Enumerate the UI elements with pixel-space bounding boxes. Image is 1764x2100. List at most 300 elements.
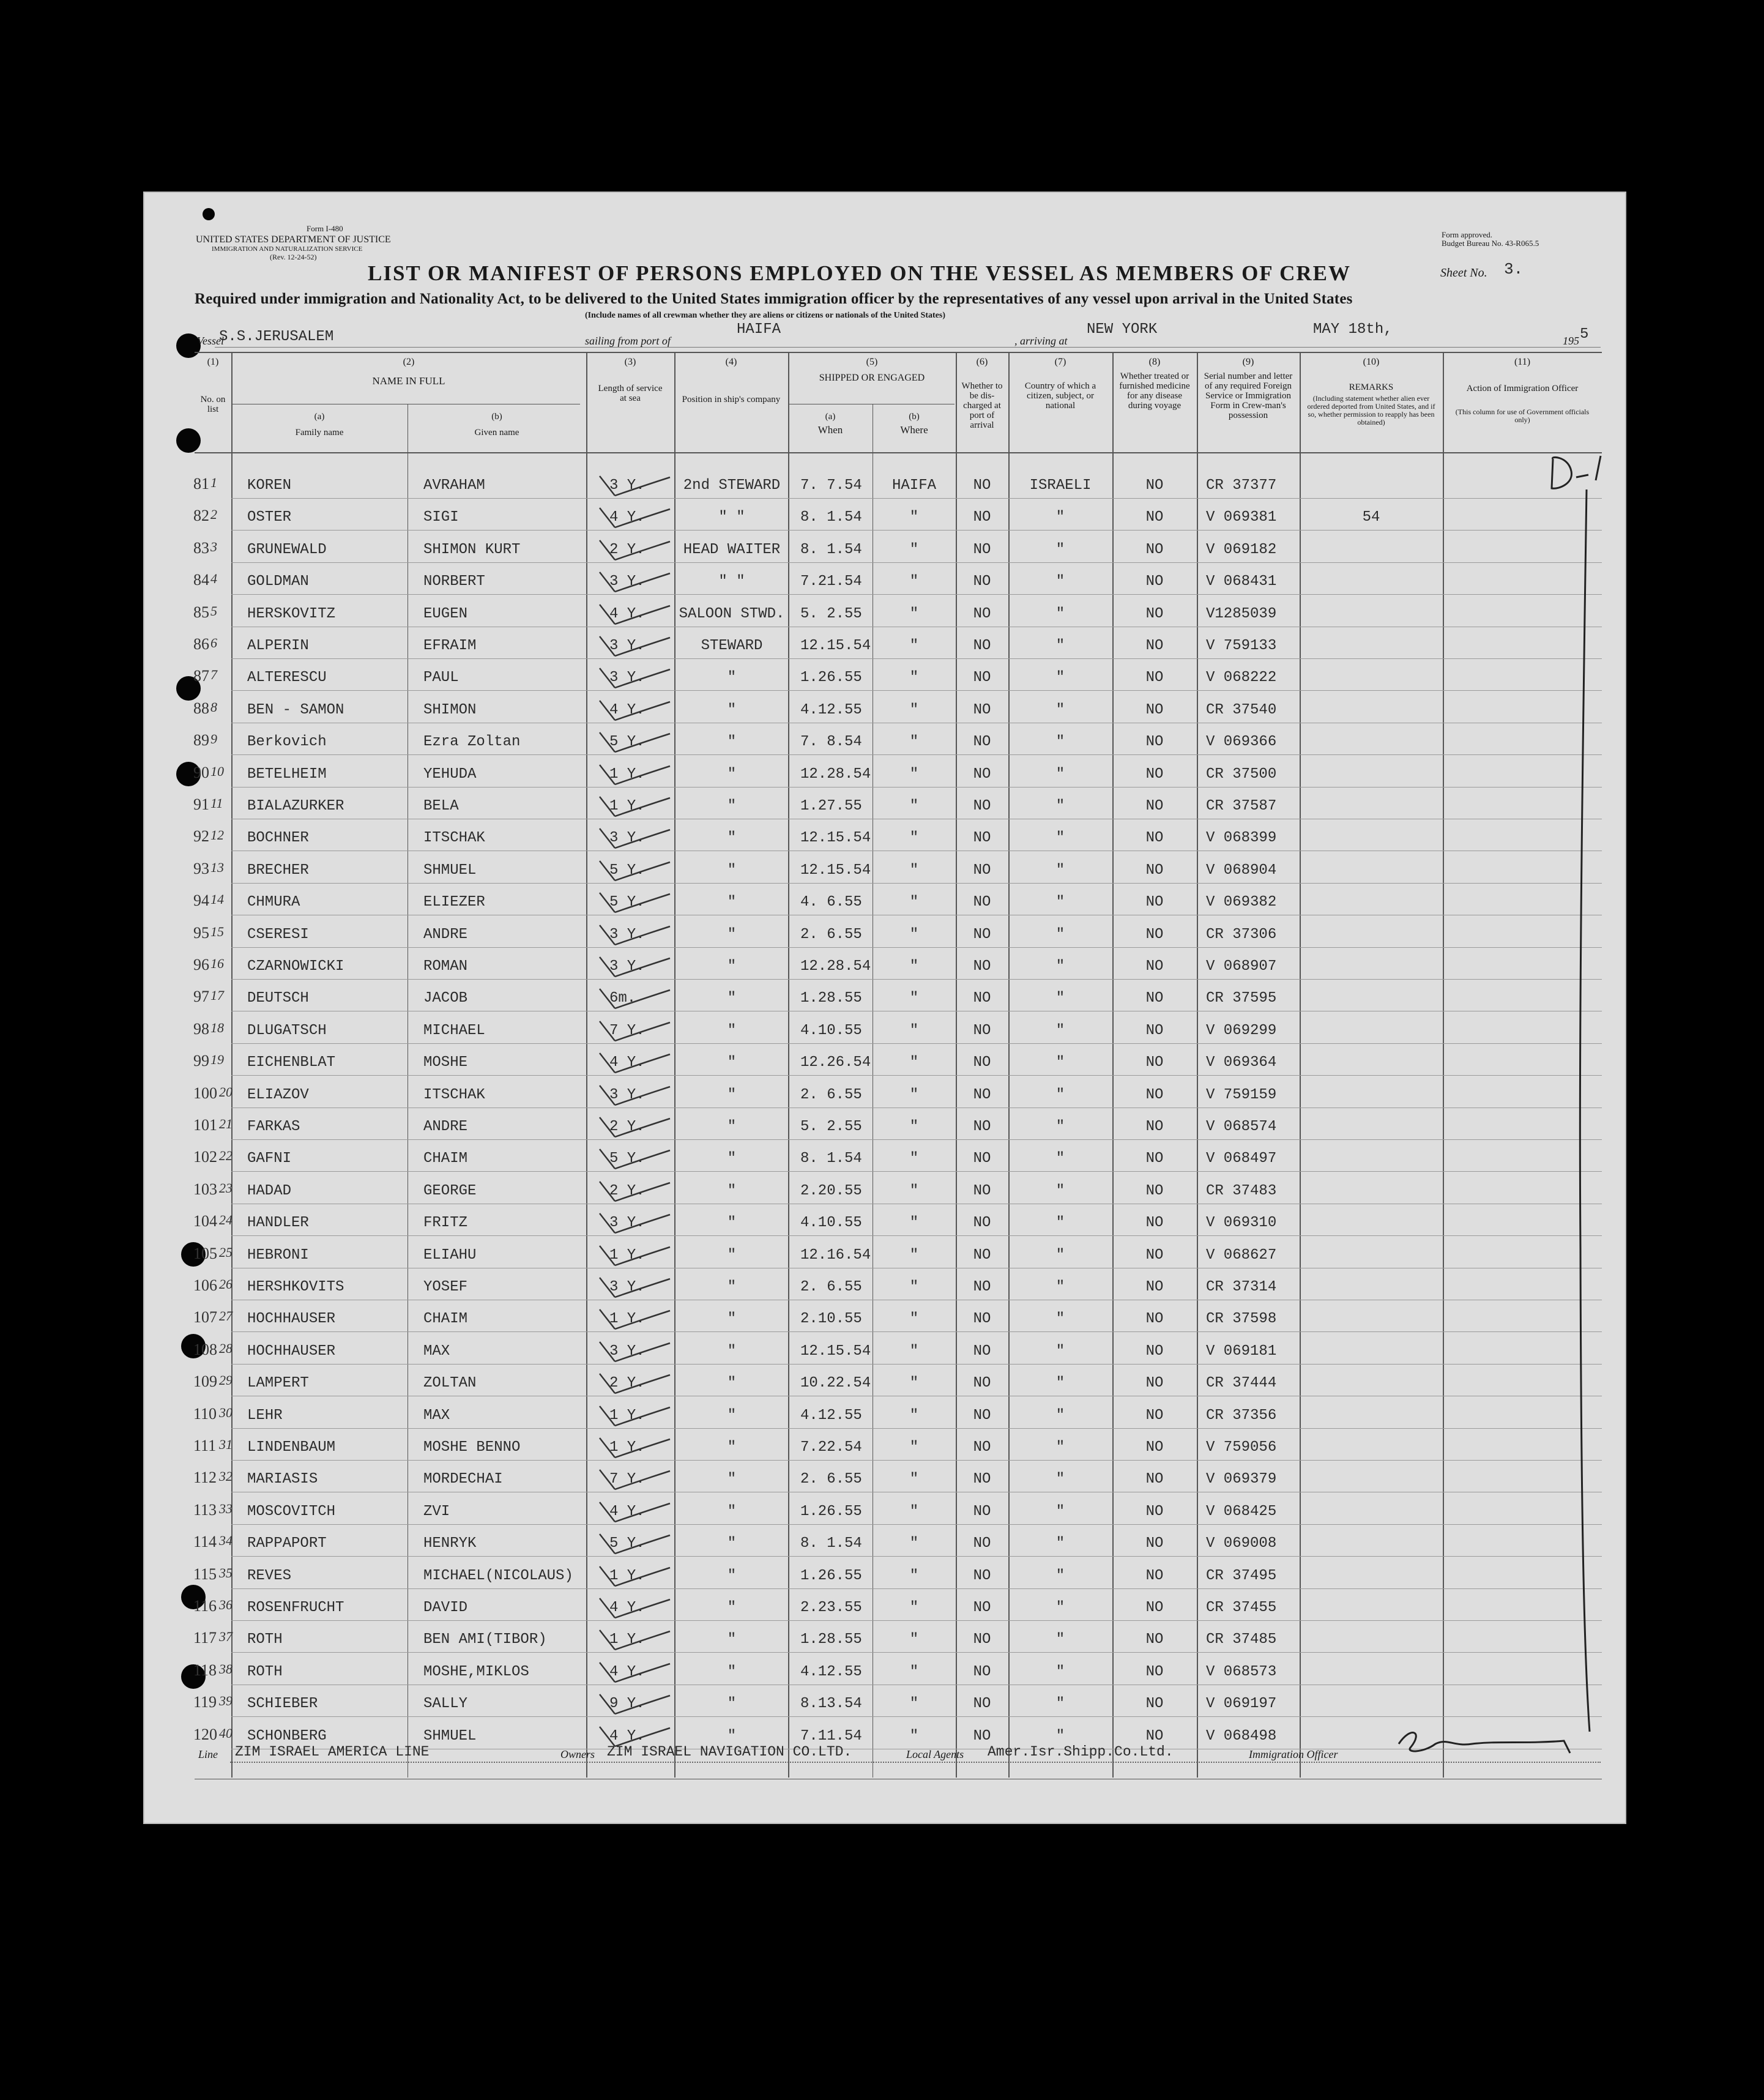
cell-family: HEBRONI (247, 1246, 309, 1264)
check-slash-mark (587, 534, 673, 565)
cell-where: " (909, 1342, 919, 1360)
cell-serial: V 759133 (1206, 638, 1277, 654)
cell-disch: NO (973, 1439, 991, 1456)
cell-disch: NO (973, 477, 991, 494)
row-subnumber: 9 (210, 731, 217, 747)
row-subnumber: 36 (219, 1597, 233, 1612)
cell-where: " (909, 926, 919, 943)
col-divider (1300, 352, 1301, 1778)
row-number: 83 (193, 538, 209, 557)
cell-treated: NO (1145, 1054, 1164, 1071)
cell-disch: NO (973, 1311, 991, 1328)
cell-country: ISRAELI (1029, 477, 1092, 494)
cell-given: ITSCHAK (423, 830, 485, 847)
row-number: 96 (193, 956, 209, 974)
cell-pos: " (727, 1727, 737, 1744)
cell-serial: CR 37540 (1206, 701, 1277, 718)
cell-country: " (1055, 573, 1065, 590)
check-slash-mark (587, 1464, 673, 1494)
row-subnumber: 1 (210, 475, 217, 490)
row-number: 100 (193, 1084, 217, 1102)
row-subnumber: 34 (219, 1533, 233, 1549)
cell-when: 12.16.54 (800, 1246, 871, 1264)
length-of-service: 3 Y. (609, 638, 645, 654)
cell-given: Ezra Zoltan (423, 734, 521, 751)
row-number: 92 (193, 827, 209, 846)
row-number: 98 (193, 1019, 209, 1038)
cell-where: " (909, 958, 919, 975)
cell-serial: CR 37377 (1206, 477, 1277, 494)
row-rule (231, 1331, 1602, 1332)
cell-treated: NO (1145, 573, 1164, 590)
check-slash-mark (587, 822, 673, 853)
cell-treated: NO (1145, 605, 1164, 622)
header-when-a: (a) (825, 412, 836, 422)
cell-given: MOSHE (423, 1054, 468, 1071)
form-approved: Form approved. (1442, 230, 1493, 239)
agents-value: Amer.Isr.Shipp.Co.Ltd. (988, 1744, 1174, 1760)
cell-when: 1.26.55 (800, 1503, 862, 1520)
row-number: 97 (193, 988, 209, 1006)
cell-pos: HEAD WAITER (683, 541, 781, 558)
row-number: 101 (193, 1116, 217, 1134)
check-slash-mark (587, 1240, 673, 1270)
row-number: 93 (193, 859, 209, 877)
cell-disch: NO (973, 541, 991, 558)
cell-pos: " (727, 958, 737, 975)
cell-treated: NO (1145, 862, 1164, 879)
length-of-service: 7 Y. (609, 1022, 645, 1039)
cell-pos: " (727, 1311, 737, 1328)
cell-pos: " (727, 1439, 737, 1456)
cell-family: Berkovich (247, 734, 327, 751)
row-number: 107 (193, 1308, 217, 1327)
length-of-service: 4 Y. (609, 509, 645, 526)
row-number: 113 (193, 1500, 217, 1519)
cell-given: SIGI (423, 509, 459, 526)
cell-family: MOSCOVITCH (247, 1503, 336, 1520)
row-number: 88 (193, 699, 209, 717)
row-number: 112 (193, 1469, 217, 1487)
cell-disch: NO (973, 1663, 991, 1680)
row-number: 81 (193, 475, 209, 493)
cell-serial: CR 37455 (1206, 1599, 1277, 1616)
check-slash-mark (587, 1303, 673, 1334)
cell-treated: NO (1145, 990, 1164, 1007)
cell-treated: NO (1145, 765, 1164, 783)
length-of-service: 1 Y. (609, 1311, 645, 1328)
header-bottom-rule (195, 452, 1602, 453)
col-number: (1) (207, 357, 219, 367)
row-number: 109 (193, 1372, 217, 1391)
cell-disch: NO (973, 1086, 991, 1103)
cell-treated: NO (1145, 958, 1164, 975)
cell-given: JACOB (423, 990, 468, 1007)
cell-treated: NO (1145, 541, 1164, 558)
cell-serial: CR 37444 (1206, 1375, 1277, 1392)
footer-dotted (230, 1762, 1601, 1763)
cell-treated: NO (1145, 1311, 1164, 1328)
row-subnumber: 22 (219, 1148, 233, 1164)
cell-serial: V1285039 (1206, 605, 1277, 622)
row-subnumber: 18 (210, 1019, 224, 1035)
cell-treated: NO (1145, 734, 1164, 751)
cell-when: 4. 6.55 (800, 894, 862, 911)
cell-treated: NO (1145, 1439, 1164, 1456)
cell-where: " (909, 1311, 919, 1328)
cell-treated: NO (1145, 1567, 1164, 1584)
cell-serial: V 068497 (1206, 1150, 1277, 1167)
row-subnumber: 20 (219, 1084, 233, 1100)
cell-pos: " (727, 1567, 737, 1584)
row-rule (231, 498, 1602, 499)
port-name: HAIFA (737, 321, 781, 338)
cell-pos: " (727, 1279, 737, 1295)
cell-where: " (909, 798, 919, 814)
cell-when: 2. 6.55 (800, 1086, 862, 1103)
row-subnumber: 32 (219, 1469, 233, 1484)
check-slash-mark (587, 983, 673, 1013)
cell-treated: NO (1145, 1150, 1164, 1167)
cell-pos: " (727, 669, 737, 687)
cell-given: SHIMON KURT (423, 541, 521, 558)
page-subtitle: Required under immigration and Nationality Act, to be delivered to the United States immigration officer by the representatives of any vessel upon arrival in the United States (195, 291, 1353, 307)
vessel-underline (215, 347, 1601, 348)
cell-country: " (1055, 958, 1065, 975)
cell-family: EICHENBLAT (247, 1054, 336, 1071)
arrival-date: MAY 18th, (1313, 321, 1393, 338)
cell-pos: " (727, 1696, 737, 1713)
cell-given: BEN AMI(TIBOR) (423, 1631, 547, 1648)
cell-treated: NO (1145, 1375, 1164, 1392)
length-of-service: 4 Y. (609, 1599, 645, 1616)
cell-serial: CR 37485 (1206, 1631, 1277, 1648)
cell-family: KOREN (247, 477, 292, 494)
cell-where: " (909, 1119, 919, 1135)
cell-when: 8. 1.54 (800, 1150, 862, 1167)
cell-pos: " (727, 1150, 737, 1167)
cell-country: " (1055, 734, 1065, 751)
header-given-name: Given name (474, 428, 519, 438)
row-subnumber: 24 (219, 1212, 233, 1228)
check-slash-mark (587, 1432, 673, 1462)
length-of-service: 3 Y. (609, 1342, 645, 1360)
row-number: 120 (193, 1725, 217, 1743)
cell-country: " (1055, 1631, 1065, 1648)
cell-country: " (1055, 1054, 1065, 1071)
cell-given: ELIEZER (423, 894, 485, 911)
cell-where: " (909, 1086, 919, 1103)
cell-where: " (909, 830, 919, 847)
cell-country: " (1055, 1567, 1065, 1584)
cell-where: " (909, 1150, 919, 1167)
row-subnumber: 8 (210, 699, 217, 715)
cell-when: 1.26.55 (800, 1567, 862, 1584)
check-slash-mark (587, 566, 673, 597)
cell-country: " (1055, 798, 1065, 814)
cell-pos: " (727, 1407, 737, 1424)
cell-country: " (1055, 1086, 1065, 1103)
cell-where: " (909, 1022, 919, 1039)
line-value: ZIM ISRAEL AMERICA LINE (235, 1744, 430, 1760)
row-subnumber: 28 (219, 1340, 233, 1356)
cell-serial: V 069182 (1206, 541, 1277, 558)
cell-given: MICHAEL(NICOLAUS) (423, 1567, 573, 1584)
cell-treated: NO (1145, 1599, 1164, 1616)
cell-where: " (909, 1182, 919, 1199)
cell-where: " (909, 862, 919, 879)
cell-where: " (909, 573, 919, 590)
manifest-sheet (144, 193, 1625, 1823)
cell-serial: V 068431 (1206, 573, 1277, 590)
cell-when: 10.22.54 (800, 1375, 871, 1392)
arriving-label: , arriving at (1014, 335, 1068, 347)
line-label: Line (198, 1748, 218, 1760)
vessel-name: S.S.JERUSALEM (219, 329, 334, 345)
length-of-service: 1 Y. (609, 1246, 645, 1264)
cell-serial: V 069299 (1206, 1022, 1277, 1039)
cell-given: ZVI (423, 1503, 450, 1520)
cell-given: ANDRE (423, 926, 468, 943)
cell-disch: NO (973, 1696, 991, 1713)
length-of-service: 5 Y. (609, 1150, 645, 1167)
cell-serial: V 759056 (1206, 1439, 1277, 1456)
header-discharged: Whether to be dis-charged at port of arrival (961, 381, 1003, 430)
cell-when: 2.20.55 (800, 1182, 862, 1199)
cell-disch: NO (973, 1471, 991, 1488)
cell-where: " (909, 1663, 919, 1680)
row-subnumber: 11 (210, 795, 223, 811)
cell-serial: CR 37595 (1206, 990, 1277, 1007)
row-number: 118 (193, 1661, 217, 1679)
cell-pos: " (727, 990, 737, 1007)
cell-disch: NO (973, 734, 991, 751)
cell-where: " (909, 1407, 919, 1424)
cell-disch: NO (973, 830, 991, 847)
row-number: 115 (193, 1565, 217, 1583)
row-number: 116 (193, 1597, 217, 1615)
year-suffix: 5 (1580, 326, 1589, 343)
sheet-number: 3. (1504, 260, 1524, 278)
cell-when: 2. 6.55 (800, 1279, 862, 1295)
cell-pos: " (727, 765, 737, 783)
length-of-service: 1 Y. (609, 1567, 645, 1584)
cell-treated: NO (1145, 1535, 1164, 1552)
cell-serial: V 068904 (1206, 862, 1277, 879)
cell-disch: NO (973, 573, 991, 590)
row-rule (231, 1075, 1602, 1076)
cell-given: YOSEF (423, 1279, 468, 1295)
row-rule (231, 754, 1602, 755)
col-number: (6) (976, 357, 988, 367)
check-slash-mark (587, 1560, 673, 1591)
check-slash-mark (587, 1175, 673, 1206)
row-number: 82 (193, 507, 209, 525)
cell-where: " (909, 734, 919, 751)
cell-where: " (909, 990, 919, 1007)
budget-bureau: Budget Bureau No. 43-R065.5 (1442, 239, 1539, 248)
cell-treated: NO (1145, 1086, 1164, 1103)
cell-family: CZARNOWICKI (247, 958, 344, 975)
cell-given: CHAIM (423, 1311, 468, 1328)
cell-pos: " (727, 701, 737, 718)
length-of-service: 4 Y. (609, 701, 645, 718)
cell-pos: " (727, 798, 737, 814)
col-number: (8) (1148, 357, 1161, 367)
row-rule (231, 1428, 1602, 1429)
row-number: 95 (193, 923, 209, 942)
cell-pos: " (727, 1631, 737, 1648)
cell-serial: V 068425 (1206, 1503, 1277, 1520)
cell-treated: NO (1145, 1342, 1164, 1360)
cell-when: 2.23.55 (800, 1599, 862, 1616)
cell-country: " (1055, 1696, 1065, 1713)
cell-treated: NO (1145, 638, 1164, 654)
cell-given: GEORGE (423, 1182, 477, 1199)
owners-value: ZIM ISRAEL NAVIGATION CO.LTD. (607, 1744, 852, 1760)
cell-country: " (1055, 1022, 1065, 1039)
officer-signature (1386, 1719, 1582, 1768)
cell-treated: NO (1145, 1471, 1164, 1488)
col-divider (231, 352, 233, 1778)
check-slash-mark (587, 1047, 673, 1078)
cell-pos: " (727, 1663, 737, 1680)
cell-country: " (1055, 509, 1065, 526)
cell-family: ELIAZOV (247, 1086, 309, 1103)
header-position: Position in ship's company (682, 395, 781, 404)
row-rule (231, 1588, 1602, 1589)
row-rule (231, 594, 1602, 595)
cell-treated: NO (1145, 1631, 1164, 1648)
cell-disch: NO (973, 1375, 991, 1392)
header-name-in-full: NAME IN FULL (372, 375, 445, 387)
cell-treated: NO (1145, 1503, 1164, 1520)
action-mark-drawing (1443, 453, 1602, 1799)
cell-given: SHMUEL (423, 862, 477, 879)
check-slash-mark (587, 951, 673, 981)
row-rule (231, 1524, 1602, 1525)
cell-serial: V 069181 (1206, 1342, 1277, 1360)
vessel-label: Vessel (197, 335, 224, 347)
cell-given: MAX (423, 1342, 450, 1360)
cell-given: YEHUDA (423, 765, 477, 783)
col-number: (5) (866, 357, 878, 367)
row-rule (231, 1620, 1602, 1621)
cell-disch: NO (973, 765, 991, 783)
cell-pos: " (727, 1086, 737, 1103)
col-number: (10) (1363, 357, 1380, 367)
cell-country: " (1055, 990, 1065, 1007)
cell-given: PAUL (423, 669, 459, 687)
cell-given: DAVID (423, 1599, 468, 1616)
row-subnumber: 25 (219, 1244, 233, 1260)
cell-where: " (909, 1471, 919, 1488)
cell-family: GOLDMAN (247, 573, 309, 590)
cell-where: " (909, 605, 919, 622)
header-remarks: REMARKS (1349, 382, 1394, 392)
cell-pos: " (727, 734, 737, 751)
cell-when: 4.10.55 (800, 1215, 862, 1232)
col-number: (3) (624, 357, 636, 367)
length-of-service: 4 Y. (609, 1663, 645, 1680)
cell-pos: " (727, 1375, 737, 1392)
cell-when: 1.26.55 (800, 669, 862, 687)
cell-family: BIALAZURKER (247, 798, 344, 814)
cell-pos: " " (718, 509, 745, 526)
cell-pos: " (727, 1471, 737, 1488)
row-number: 114 (193, 1533, 217, 1551)
cell-treated: NO (1145, 509, 1164, 526)
cell-serial: V 069197 (1206, 1696, 1277, 1713)
cell-disch: NO (973, 669, 991, 687)
header-treated: Whether treated or furnished medicine for any disease during voyage (1119, 371, 1190, 411)
row-subnumber: 3 (210, 538, 217, 554)
cell-pos: " (727, 1119, 737, 1135)
agents-label: Local Agents (906, 1748, 964, 1760)
cell-pos: " (727, 1022, 737, 1039)
check-slash-mark (587, 791, 673, 821)
check-slash-mark (587, 502, 673, 532)
cell-given: SHMUEL (423, 1727, 477, 1744)
row-subnumber: 7 (210, 667, 217, 683)
cell-where: " (909, 638, 919, 654)
arriving-port: NEW YORK (1087, 321, 1158, 338)
cell-country: " (1055, 1471, 1065, 1488)
cell-family: BEN - SAMON (247, 701, 344, 718)
row-rule (231, 787, 1602, 788)
cell-treated: NO (1145, 1696, 1164, 1713)
cell-where: " (909, 1215, 919, 1232)
cell-family: BRECHER (247, 862, 309, 879)
header-shipped: SHIPPED OR ENGAGED (819, 373, 925, 383)
cell-given: FRITZ (423, 1215, 468, 1232)
cell-when: 1.27.55 (800, 798, 862, 814)
row-subnumber: 23 (219, 1180, 233, 1196)
cell-disch: NO (973, 1727, 991, 1744)
cell-treated: NO (1145, 669, 1164, 687)
row-rule (231, 1364, 1602, 1365)
cell-treated: NO (1145, 477, 1164, 494)
row-rule (231, 883, 1602, 884)
cell-country: " (1055, 1663, 1065, 1680)
cell-treated: NO (1145, 1663, 1164, 1680)
cell-family: ALTERESCU (247, 669, 327, 687)
row-number: 117 (193, 1629, 217, 1647)
col-number: (11) (1514, 357, 1531, 367)
cell-serial: CR 37356 (1206, 1407, 1277, 1424)
form-number: Form I-480 (307, 224, 343, 233)
cell-disch: NO (973, 638, 991, 654)
page-title: LIST OR MANIFEST OF PERSONS EMPLOYED ON THE VESSEL AS MEMBERS OF CREW (368, 261, 1352, 285)
cell-disch: NO (973, 958, 991, 975)
cell-family: HERSKOVITZ (247, 605, 336, 622)
row-number: 105 (193, 1244, 217, 1262)
cell-treated: NO (1145, 701, 1164, 718)
header-length: Length of service at sea (598, 384, 663, 403)
cell-disch: NO (973, 1150, 991, 1167)
check-slash-mark (587, 1368, 673, 1398)
row-subnumber: 16 (210, 956, 224, 971)
row-subnumber: 39 (219, 1693, 233, 1709)
cell-serial: V 069364 (1206, 1054, 1277, 1071)
length-of-service: 1 Y. (609, 765, 645, 783)
cell-family: ALPERIN (247, 638, 309, 654)
length-of-service: 1 Y. (609, 1439, 645, 1456)
check-slash-mark (587, 1336, 673, 1366)
cell-given: MAX (423, 1407, 450, 1424)
cell-disch: NO (973, 1022, 991, 1039)
cell-disch: NO (973, 1503, 991, 1520)
